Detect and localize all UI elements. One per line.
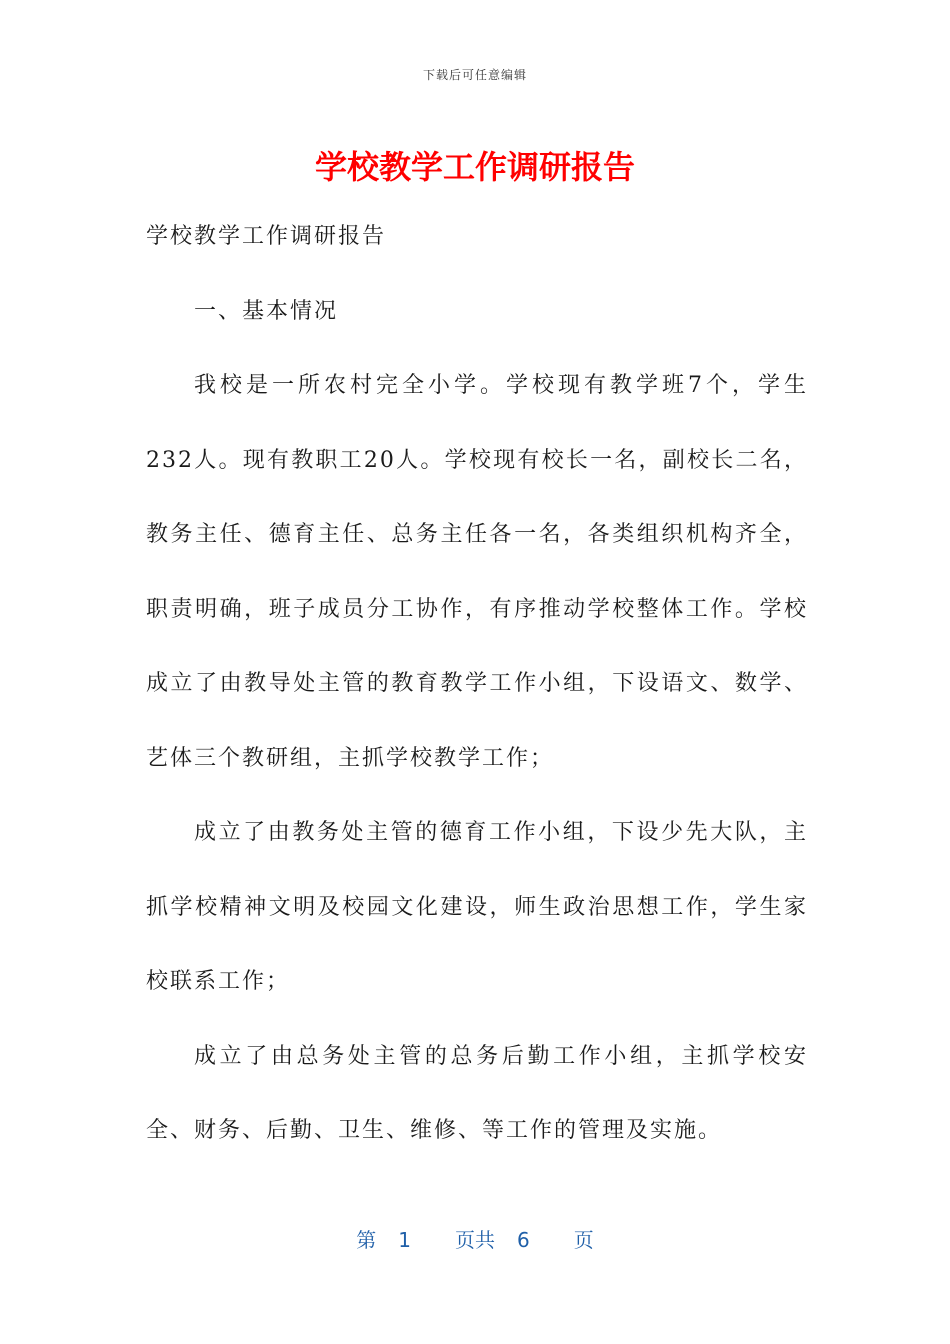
footer-page-suffix: 页 [573,1228,594,1252]
section-heading: 一、基本情况 [194,298,339,324]
body-paragraph: 成立了由总务处主管的总务后勤工作小组，主抓学校安全、财务、后勤、卫生、维修、等工作的管理及实施。 [146,1043,808,1143]
footer-page-number: 1 [398,1228,411,1252]
document-title: 学校教学工作调研报告 [314,148,635,186]
subtitle-paragraph: 学校教学工作调研报告 [146,224,387,249]
footer-page-middle: 页共 [455,1228,495,1252]
body-paragraph: 成立了由教务处主管的德育工作小组，下设少先大队，主抓学校精神文明及校园文化建设，师生政治思想工作，学生家校联系工作； [146,820,808,994]
page-footer [0,1224,950,1253]
header-note: 下载后可任意编辑 [422,68,527,82]
footer-page-total: 6 [517,1228,530,1252]
document-body [146,200,808,1169]
footer-page-prefix: 第 [356,1228,377,1252]
body-paragraph: 我校是一所农村完全小学。学校现有教学班7个，学生232人。现有教职工20人。学校现有校长一名，副校长二名，教务主任、德育主任、总务主任各一名，各类组织机构齐全，职责明确，班子成员分工协作，有序推动学校整体工作。学校成立了由教导处主管的教育教学工作小组，下设语文、数学、艺体三个教研组，主抓学校教学工作； [146,373,808,771]
